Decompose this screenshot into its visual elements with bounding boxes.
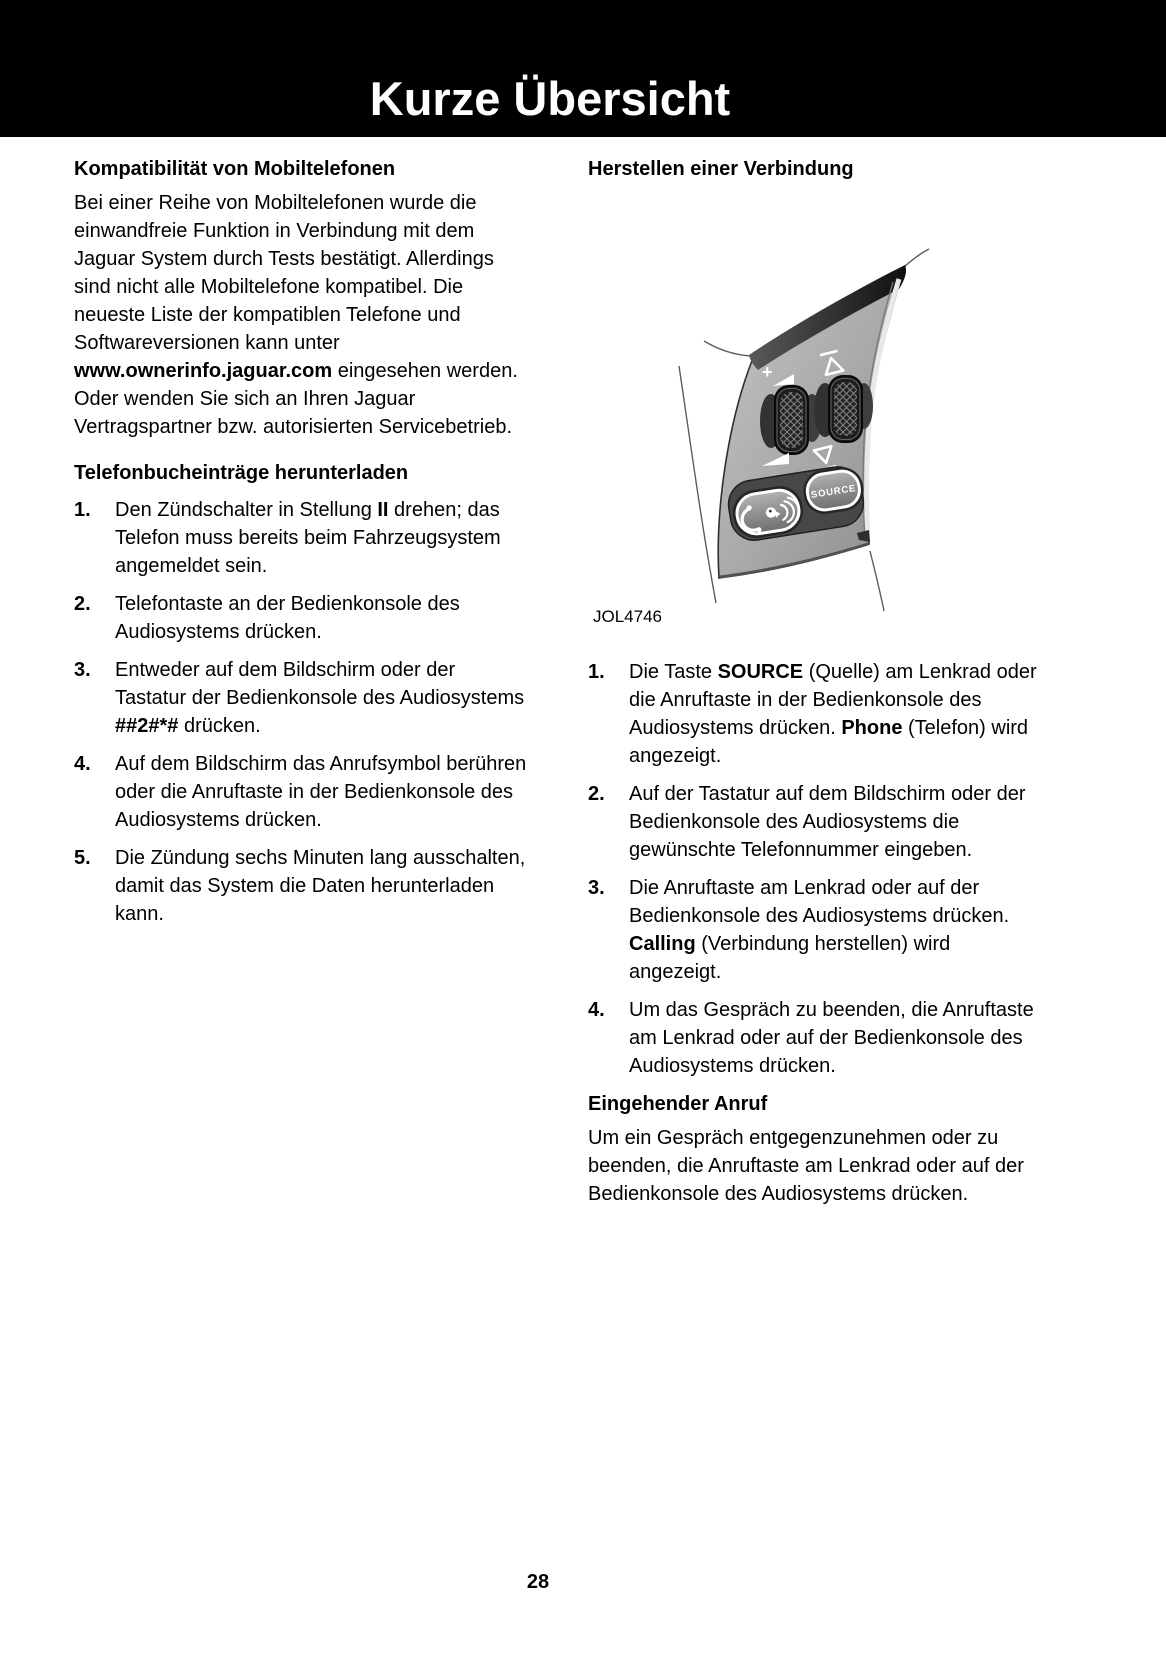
item-text: Die Anruftaste am Lenkrad oder auf der Bedienkonsole des Audiosystems drücken. Calling (Verbindung herstellen) wird angezeigt. [629, 877, 1010, 983]
right-column [588, 155, 1038, 1208]
section-heading-download: Telefonbucheinträge herunterladen [74, 462, 409, 484]
item-text: Entweder auf dem Bildschirm oder der Tastatur der Bedienkonsole des Audiosystems ##2#*# drücken. [115, 659, 525, 737]
figure-caption: JOL4746 [593, 607, 662, 626]
item-text: Den Zündschalter in Stellung II drehen; das Telefon muss bereits beim Fahrzeugsystem angemeldet sein. [115, 499, 501, 577]
page-footer [0, 1571, 1076, 1594]
item-text: Um das Gespräch zu beenden, die Anruftaste am Lenkrad oder auf der Bedienkonsole des Audiosystems drücken. [629, 999, 1034, 1077]
item-number: 3. [74, 659, 91, 681]
list-item [588, 658, 1038, 770]
item-number: 2. [74, 593, 91, 615]
left-column [74, 155, 529, 938]
list-item [74, 844, 529, 928]
item-number: 1. [74, 499, 91, 521]
list-item [74, 750, 529, 834]
source-button-label: SOURCE [810, 483, 857, 501]
list-item [74, 590, 529, 646]
steering-wheel-controls-figure [560, 183, 1120, 658]
item-text: Auf der Tastatur auf dem Bildschirm oder der Bedienkonsole des Audiosystems die gewünschte Telefonnummer eingeben. [629, 783, 1026, 861]
item-text: Die Zündung sechs Minuten lang ausschalten, damit das System die Daten herunterladen kann. [115, 847, 526, 925]
page-header-banner [0, 0, 1166, 137]
item-number: 1. [588, 661, 605, 683]
item-text: Die Taste SOURCE (Quelle) am Lenkrad oder die Anruftaste in der Bedienkonsole des Audiosystems drücken. Phone (Telefon) wird angezeigt. [629, 661, 1037, 767]
item-number: 3. [588, 877, 605, 899]
page-number: 28 [526, 1571, 550, 1593]
download-steps-list [74, 496, 529, 928]
list-item [74, 656, 529, 740]
item-number: 4. [588, 999, 605, 1021]
item-text: Auf dem Bildschirm das Anrufsymbol berühren oder die Anruftaste in der Bedienkonsole des Audiosystems drücken. [115, 753, 527, 831]
section-heading-incoming: Eingehender Anruf [588, 1093, 768, 1115]
compatibility-paragraph: Bei einer Reihe von Mobiltelefonen wurde die einwandfreie Funktion in Verbindung mit dem Jaguar System durch Tests bestätigt. Allerdings sind nicht alle Mobiltelefone kompatibel. Die neueste Liste der kompatiblen Telefone und Softwareversionen kann unter www.ownerinfo.jaguar.com eingesehen werden. Oder wenden Sie sich an Ihren Jaguar Vertragspartner bzw. autorisierten Servicebetrieb. [74, 192, 518, 438]
list-item [588, 996, 1038, 1080]
controls-illustration [563, 222, 1123, 612]
svg-text:+: + [762, 362, 773, 382]
item-number: 2. [588, 783, 605, 805]
list-item [74, 496, 529, 580]
list-item [588, 780, 1038, 864]
section-heading-connect: Herstellen einer Verbindung [588, 158, 854, 180]
incoming-paragraph: Um ein Gespräch entgegenzunehmen oder zu beenden, die Anruftaste am Lenkrad oder auf der Bedienkonsole des Audiosystems drücken. [588, 1127, 1024, 1205]
connect-steps-list [588, 658, 1038, 1080]
list-item [588, 874, 1038, 986]
item-number: 5. [74, 847, 91, 869]
page-title: Kurze Übersicht [369, 72, 731, 126]
item-text: Telefontaste an der Bedienkonsole des Audiosystems drücken. [115, 593, 460, 643]
section-heading-compatibility: Kompatibilität von Mobiltelefonen [74, 158, 396, 180]
item-number: 4. [74, 753, 91, 775]
